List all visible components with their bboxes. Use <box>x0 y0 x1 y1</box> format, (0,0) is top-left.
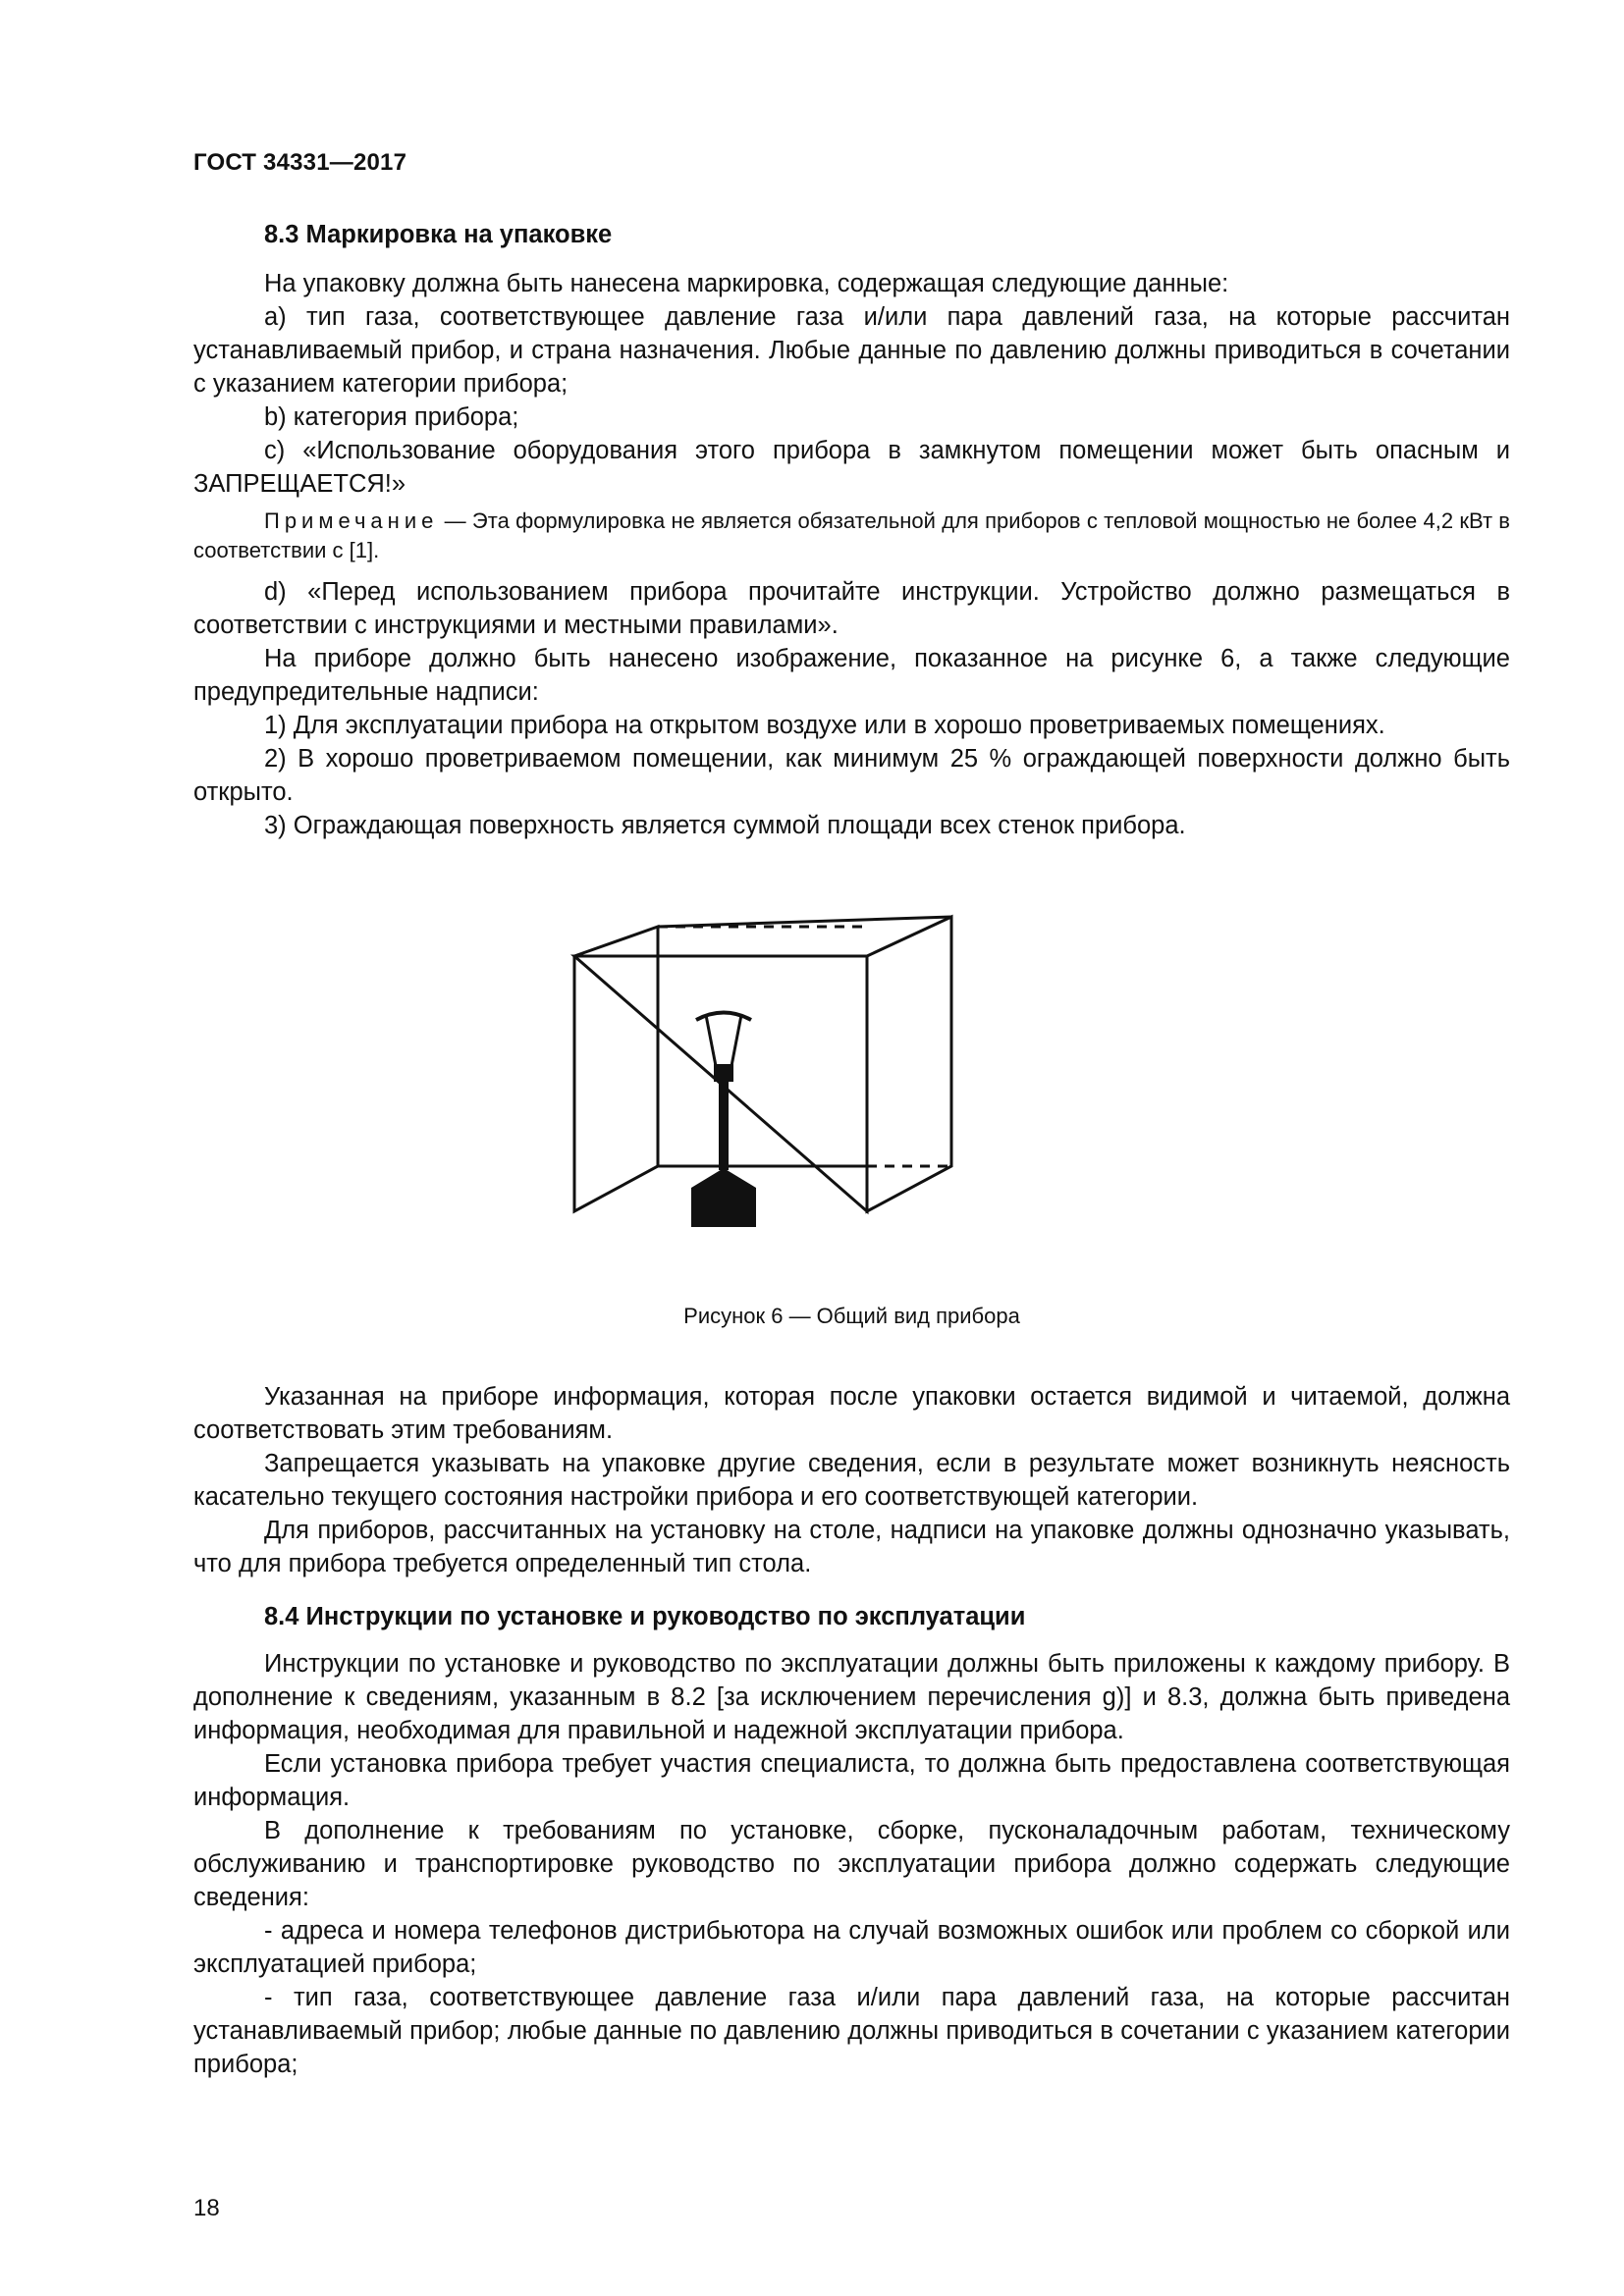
standard-header: ГОСТ 34331—2017 <box>193 149 407 176</box>
page-number: 18 <box>193 2195 220 2221</box>
section-heading-8-4: 8.4 Инструкции по установке и руководство по эксплуатации <box>264 1603 1026 1630</box>
bullet-item-1: - адреса и номера телефонов дистрибьютора на случай возможных ошибок или проблем со сборкой или эксплуатацией прибора; <box>193 1917 1510 1978</box>
paragraph-after-1: Указанная на приборе информация, которая после упаковки остается видимой и читаемой, должна соответствовать этим требованиям. <box>193 1383 1510 1444</box>
warning-3: 3) Ограждающая поверхность является суммой площади всех стенок прибора. <box>264 812 1186 839</box>
appliance-drawing <box>567 899 1156 1292</box>
section-heading-8-3: 8.3 Маркировка на упаковке <box>264 221 613 248</box>
lamp-icon <box>691 1013 756 1228</box>
paragraph-8-4-3: В дополнение к требованиям по установке, сборке, пусконаладочным работам, техническому обслуживанию и транспортировке руководство по эксплуатации прибора должно содержать следующие сведения: <box>193 1817 1510 1911</box>
left-side-panel <box>574 927 658 1211</box>
list-item-b: b) категория прибора; <box>264 403 519 431</box>
paragraph-8-4-2: Если установка прибора требует участия специалиста, то должна быть предоставлена соответствующая информация. <box>193 1750 1510 1811</box>
warning-1: 1) Для эксплуатации прибора на открытом воздухе или в хорошо проветриваемых помещениях. <box>264 712 1385 739</box>
paragraph-intro: На упаковку должна быть нанесена маркировка, содержащая следующие данные: <box>264 270 1229 297</box>
note <box>193 507 1510 565</box>
warning-2: 2) В хорошо проветриваемом помещении, как минимум 25 % ограждающей поверхности должно быть открыто. <box>193 745 1510 806</box>
page-body <box>193 218 1510 2081</box>
paragraph-8-4-1: Инструкции по установке и руководство по эксплуатации должны быть приложены к каждому прибору. В дополнение к сведениям, указанным в 8.2 [за исключением перечисления g)] и 8.3, должна быть приведена информация, необходимая для правильной и надежной эксплуатации прибора. <box>193 1650 1510 1744</box>
list-item-c: с) «Использование оборудования этого прибора в замкнутом помещении может быть опасным и ЗАПРЕЩАЕТСЯ!» <box>193 437 1510 498</box>
paragraph-after-3: Для приборов, рассчитанных на установку на столе, надписи на упаковке должны однозначно указывать, что для прибора требуется определенный тип стола. <box>193 1517 1510 1577</box>
list-item-d: d) «Перед использованием прибора прочитайте инструкции. Устройство должно размещаться в соответствии с инструкциями и местными правилами». <box>193 578 1510 639</box>
figure-6 <box>193 860 1510 1380</box>
paragraph-image-requirement: На приборе должно быть нанесено изображение, показанное на рисунке 6, а также следующие предупредительные надписи: <box>193 645 1510 706</box>
list-item-a: а) тип газа, соответствующее давление газа и/или пара давлений газа, на которые рассчитан устанавливаемый прибор, и страна назначения. Любые данные по давлению должны приводиться в сочетании с указанием категории прибора; <box>193 303 1510 398</box>
figure-caption: Рисунок 6 — Общий вид прибора <box>683 1304 1020 1328</box>
note-label: Примечание <box>264 508 439 533</box>
note-text: — Эта формулировка не является обязательной для приборов с тепловой мощностью не более 4,2 кВт в соответствии с [1]. <box>193 508 1510 562</box>
paragraph-after-2: Запрещается указывать на упаковке другие сведения, если в результате может возникнуть неясность касательно текущего состояния настройки прибора и его соответствующей категории. <box>193 1450 1510 1511</box>
bullet-item-2: - тип газа, соответствующее давление газа и/или пара давлений газа, на которые рассчитан устанавливаемый прибор; любые данные по давлению должны приводиться в сочетании с указанием категории прибора; <box>193 1984 1510 2078</box>
